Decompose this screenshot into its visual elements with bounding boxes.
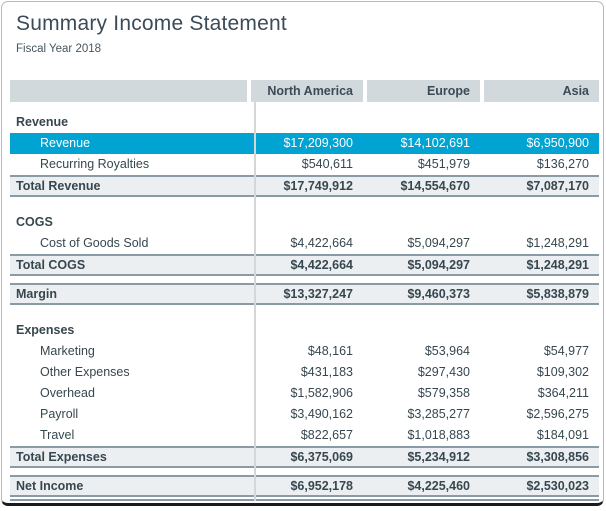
column-divider-line xyxy=(254,102,256,501)
row-value: $1,248,291 xyxy=(526,236,589,250)
row-value: $4,422,664 xyxy=(290,236,353,250)
row-value: $2,596,275 xyxy=(526,407,589,421)
row-value: $297,430 xyxy=(417,365,470,379)
row-value: $579,358 xyxy=(417,386,470,400)
table-row-revenue xyxy=(10,112,599,133)
row-label: Travel xyxy=(40,428,75,442)
table-row-recurring-royalties[interactable] xyxy=(10,154,599,175)
table-row-marketing[interactable] xyxy=(10,341,599,362)
row-label: Marketing xyxy=(40,344,95,358)
table-row-total-cogs[interactable] xyxy=(10,254,599,276)
table-row-expenses xyxy=(10,320,599,341)
row-label: Net Income xyxy=(16,479,84,493)
income-statement-table xyxy=(10,80,599,501)
row-value: $14,102,691 xyxy=(400,136,470,150)
row-value: $4,225,460 xyxy=(407,479,470,493)
table-row-cost-of-goods-sold[interactable] xyxy=(10,233,599,254)
row-value: $1,248,291 xyxy=(526,258,589,272)
row-value: $6,952,178 xyxy=(290,479,353,493)
row-spacer xyxy=(10,305,599,320)
row-value: $9,460,373 xyxy=(407,287,470,301)
row-value: $3,285,277 xyxy=(407,407,470,421)
row-value: $3,490,162 xyxy=(290,407,353,421)
header-cell-asia[interactable]: Asia xyxy=(484,80,599,102)
row-value: $54,977 xyxy=(543,344,589,358)
row-label: Margin xyxy=(16,287,57,301)
row-value: $109,302 xyxy=(536,365,589,379)
row-value: $7,087,170 xyxy=(526,179,589,193)
table-row-travel[interactable] xyxy=(10,425,599,446)
row-label: Total Expenses xyxy=(16,450,107,464)
table-header-row xyxy=(10,80,599,102)
row-value: $3,308,856 xyxy=(526,450,589,464)
row-label: Cost of Goods Sold xyxy=(40,236,149,250)
row-value: $53,964 xyxy=(424,344,470,358)
report-subtitle: Fiscal Year 2018 xyxy=(16,43,102,55)
row-label: Expenses xyxy=(16,323,75,337)
row-value: $184,091 xyxy=(536,428,589,442)
table-row-total-expenses[interactable] xyxy=(10,446,599,468)
row-label: Total COGS xyxy=(16,258,86,272)
row-value: $17,209,300 xyxy=(283,136,353,150)
row-value: $5,234,912 xyxy=(407,450,470,464)
row-value: $540,611 xyxy=(301,157,353,171)
row-value: $1,582,906 xyxy=(290,386,353,400)
row-value: $4,422,664 xyxy=(290,258,353,272)
row-value: $822,657 xyxy=(300,428,353,442)
header-cell-north-america[interactable]: North America xyxy=(251,80,363,102)
row-value: $14,554,670 xyxy=(400,179,470,193)
row-spacer xyxy=(10,276,599,283)
row-value: $136,270 xyxy=(536,157,589,171)
row-spacer xyxy=(10,468,599,475)
row-value: $17,749,912 xyxy=(283,179,353,193)
row-value: $48,161 xyxy=(307,344,353,358)
table-row-margin[interactable] xyxy=(10,283,599,305)
row-value: $431,183 xyxy=(300,365,353,379)
row-value: $5,094,297 xyxy=(407,258,470,272)
row-value: $364,211 xyxy=(537,386,589,400)
row-label: Total Revenue xyxy=(16,179,101,193)
row-value: $2,530,023 xyxy=(526,479,589,493)
table-row-cogs xyxy=(10,212,599,233)
row-value: $6,375,069 xyxy=(290,450,353,464)
row-label: Revenue xyxy=(16,115,69,129)
row-label: Payroll xyxy=(40,407,79,421)
row-label: Overhead xyxy=(40,386,95,400)
row-value: $1,018,883 xyxy=(407,428,470,442)
page-title: Summary Income Statement xyxy=(16,12,287,35)
header-cell-europe[interactable]: Europe xyxy=(367,80,480,102)
table-row-revenue[interactable] xyxy=(10,133,599,154)
table-row-other-expenses[interactable] xyxy=(10,362,599,383)
row-label: Other Expenses xyxy=(40,365,130,379)
row-label: Recurring Royalties xyxy=(40,157,150,171)
table-body xyxy=(10,102,599,501)
table-row-total-revenue[interactable] xyxy=(10,175,599,197)
report-card xyxy=(1,1,604,506)
row-spacer xyxy=(10,197,599,212)
row-value: $13,327,247 xyxy=(283,287,353,301)
row-value: $5,838,879 xyxy=(526,287,589,301)
header-cell-empty xyxy=(10,80,247,102)
row-value: $6,950,900 xyxy=(526,136,589,150)
table-row-net-income[interactable] xyxy=(10,475,599,497)
net-income-double-rule xyxy=(10,499,599,501)
row-value: $5,094,297 xyxy=(407,236,470,250)
row-value: $451,979 xyxy=(417,157,470,171)
table-row-overhead[interactable] xyxy=(10,383,599,404)
table-row-payroll[interactable] xyxy=(10,404,599,425)
row-label: Revenue xyxy=(40,136,91,150)
row-label: COGS xyxy=(16,215,53,229)
